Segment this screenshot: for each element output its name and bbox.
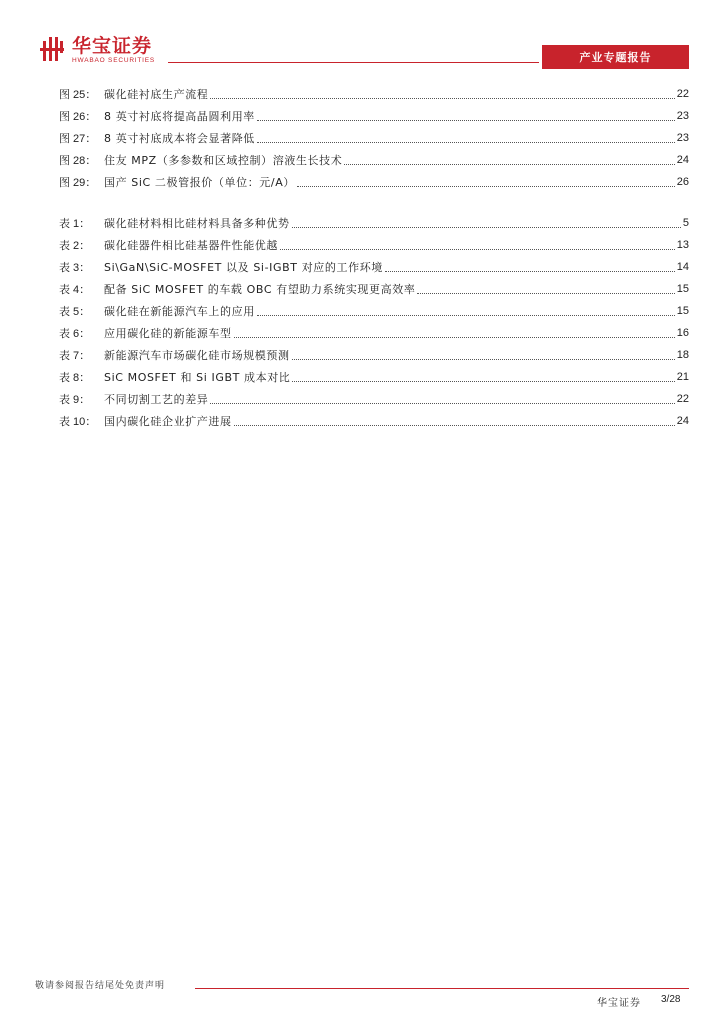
table-entry[interactable] <box>59 278 689 300</box>
table-entry[interactable] <box>59 366 689 388</box>
entry-number: 表 9： <box>59 394 91 406</box>
figure-entry[interactable] <box>59 127 689 149</box>
entry-number: 表 6： <box>59 328 91 340</box>
entry-title: 配备 SiC MOSFET 的车载 OBC 有望助力系统实现更高效率 <box>104 283 416 296</box>
entry-page: 24 <box>676 415 689 427</box>
entry-page: 23 <box>676 110 689 122</box>
disclaimer-note: 敬请参阅报告结尾处免责声明 <box>35 981 166 991</box>
entry-number: 表 7： <box>59 350 91 362</box>
dot-leader <box>292 358 675 360</box>
entry-page: 22 <box>676 88 689 100</box>
logo-chinese-name: 华宝证券 <box>72 35 153 57</box>
entry-number: 表 3： <box>59 262 91 274</box>
entry-title: 国产 SiC 二极管报价（单位：元/A） <box>104 176 295 189</box>
entry-page: 5 <box>682 217 689 229</box>
table-entry[interactable] <box>59 388 689 410</box>
entry-page: 16 <box>676 327 689 339</box>
entry-title: 碳化硅材料相比硅材料具备多种优势 <box>104 217 290 230</box>
table-index <box>59 212 689 432</box>
dot-leader <box>257 119 675 121</box>
entry-number: 图 25： <box>59 89 97 101</box>
page-number: 3/28 <box>661 994 681 1005</box>
page-header <box>0 0 724 70</box>
entry-title: 应用碳化硅的新能源车型 <box>104 327 232 340</box>
entry-number: 表 8： <box>59 372 91 384</box>
entry-page: 18 <box>676 349 689 361</box>
figure-index <box>59 83 689 193</box>
entry-page: 22 <box>676 393 689 405</box>
figure-entry[interactable] <box>59 149 689 171</box>
figure-entry[interactable] <box>59 83 689 105</box>
dot-leader <box>210 97 674 99</box>
entry-page: 15 <box>676 283 689 295</box>
entry-page: 26 <box>676 176 689 188</box>
company-logo <box>40 36 155 64</box>
dot-leader <box>234 424 675 426</box>
dot-leader <box>344 163 674 165</box>
dot-leader <box>385 270 675 272</box>
logo-english-name: HWABAO SECURITIES <box>72 57 156 64</box>
entry-number: 表 5： <box>59 306 91 318</box>
dot-leader <box>210 402 674 404</box>
table-entry[interactable] <box>59 410 689 432</box>
entry-number: 图 27： <box>59 133 97 145</box>
figure-entry[interactable] <box>59 171 689 193</box>
entry-page: 15 <box>676 305 689 317</box>
dot-leader <box>257 141 675 143</box>
header-divider <box>168 62 539 63</box>
footer-divider <box>195 988 689 989</box>
entry-title: 不同切割工艺的差异 <box>104 393 209 406</box>
entry-number: 图 26： <box>59 111 97 123</box>
entry-number: 表 10： <box>59 416 97 428</box>
entry-title: 8 英寸衬底成本将会显著降低 <box>104 132 255 145</box>
entry-number: 图 28： <box>59 155 97 167</box>
entry-page: 24 <box>676 154 689 166</box>
entry-title: 碳化硅在新能源汽车上的应用 <box>104 305 255 318</box>
dot-leader <box>234 336 675 338</box>
entry-number: 表 1： <box>59 218 91 230</box>
table-entry[interactable] <box>59 322 689 344</box>
entry-title: Si\GaN\SiC-MOSFET 以及 Si-IGBT 对应的工作环境 <box>104 261 383 274</box>
table-entry[interactable] <box>59 344 689 366</box>
entry-title: 碳化硅器件相比硅基器件性能优越 <box>104 239 278 252</box>
dot-leader <box>280 248 675 250</box>
report-type-badge: 产业专题报告 <box>542 45 689 69</box>
hwabao-logo-icon <box>40 36 68 62</box>
entry-title: 新能源汽车市场碳化硅市场规模预测 <box>104 349 290 362</box>
figure-entry[interactable] <box>59 105 689 127</box>
table-entry[interactable] <box>59 300 689 322</box>
entry-title: 碳化硅衬底生产流程 <box>104 88 209 101</box>
dot-leader <box>292 380 674 382</box>
entry-title: 住友 MPZ（多参数和区域控制）溶液生长技术 <box>104 154 343 167</box>
entry-number: 表 2： <box>59 240 91 252</box>
entry-title: 8 英寸衬底将提高晶圆利用率 <box>104 110 255 123</box>
entry-page: 14 <box>676 261 689 273</box>
table-entry[interactable] <box>59 212 689 234</box>
entry-page: 13 <box>676 239 689 251</box>
footer-company: 华宝证券 <box>597 998 641 1009</box>
table-entry[interactable] <box>59 234 689 256</box>
dot-leader <box>257 314 675 316</box>
entry-page: 23 <box>676 132 689 144</box>
dot-leader <box>297 185 675 187</box>
entry-title: SiC MOSFET 和 Si IGBT 成本对比 <box>104 371 291 384</box>
dot-leader <box>292 226 681 228</box>
entry-number: 表 4： <box>59 284 91 296</box>
entry-number: 图 29： <box>59 177 97 189</box>
table-entry[interactable] <box>59 256 689 278</box>
entry-page: 21 <box>676 371 689 383</box>
entry-title: 国内碳化硅企业扩产进展 <box>104 415 232 428</box>
dot-leader <box>417 292 674 294</box>
